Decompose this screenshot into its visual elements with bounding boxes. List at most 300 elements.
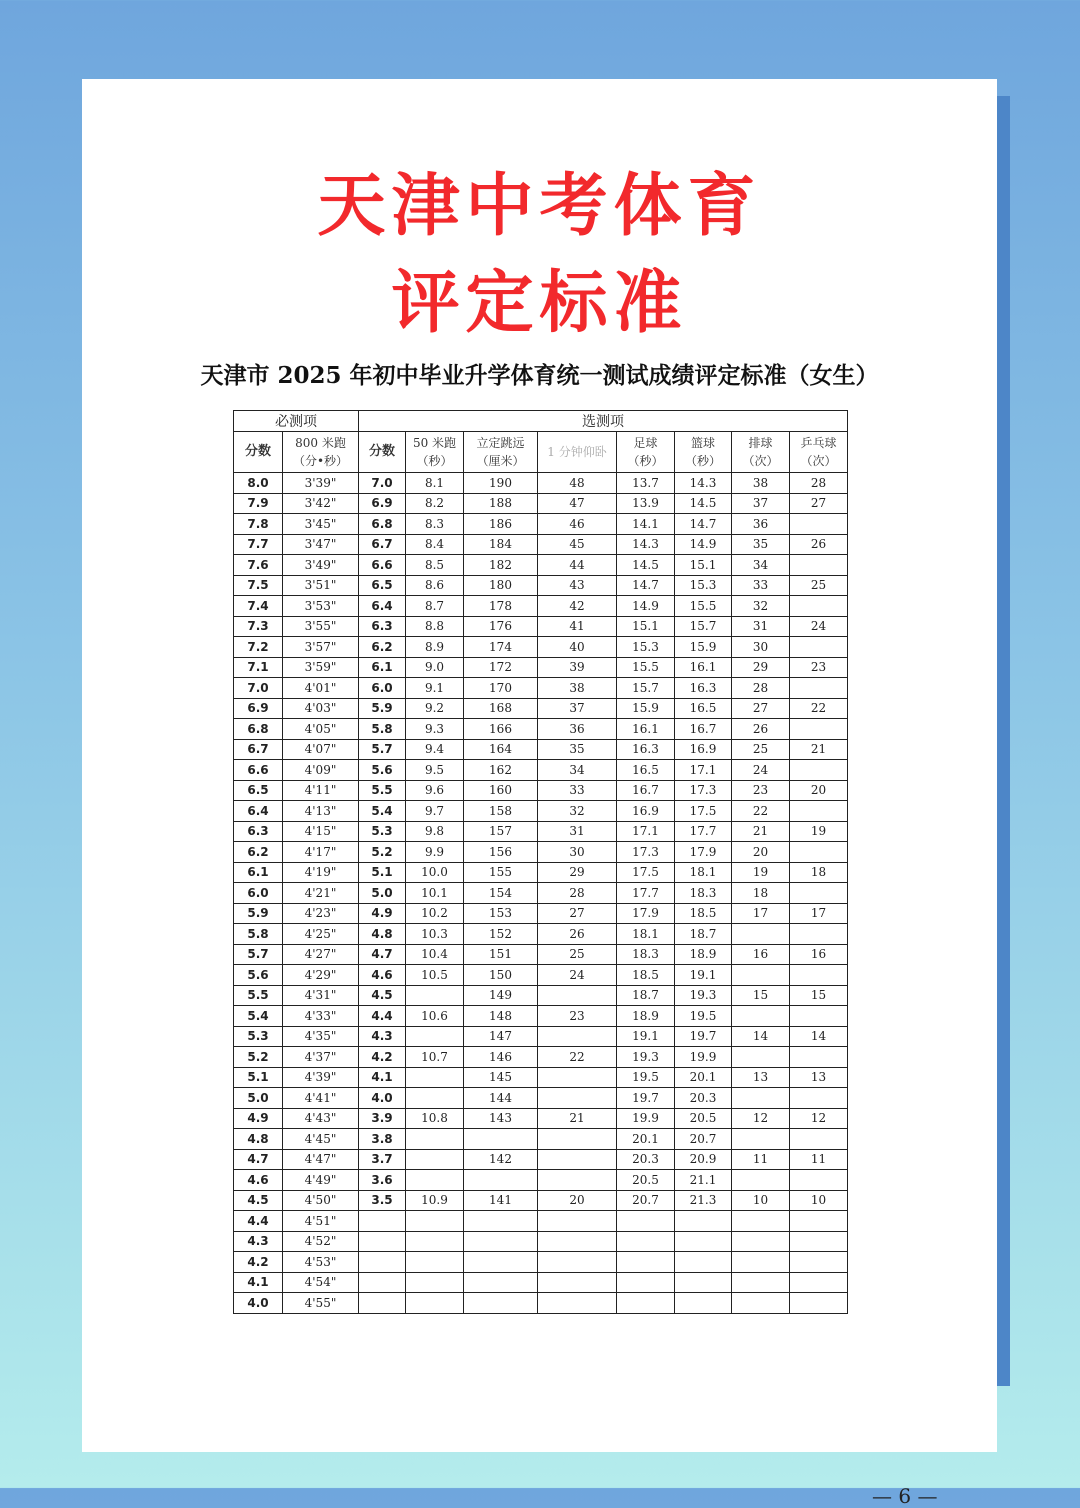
table-cell: 19.7 bbox=[617, 1088, 675, 1109]
column-header bbox=[538, 432, 617, 473]
table-cell: 166 bbox=[464, 719, 538, 740]
table-cell bbox=[464, 1231, 538, 1252]
table-cell: 38 bbox=[538, 678, 617, 699]
table-cell: 28 bbox=[790, 473, 848, 494]
table-cell: 24 bbox=[732, 760, 790, 781]
table-cell: 6.5 bbox=[359, 575, 406, 596]
table-cell: 10.4 bbox=[406, 944, 464, 965]
table-cell: 18.1 bbox=[617, 924, 675, 945]
table-cell: 3.6 bbox=[359, 1170, 406, 1191]
table-cell: 20.5 bbox=[617, 1170, 675, 1191]
table-cell bbox=[538, 1170, 617, 1191]
table-row bbox=[234, 1047, 848, 1068]
table-cell: 15 bbox=[790, 985, 848, 1006]
table-cell: 145 bbox=[464, 1067, 538, 1088]
table-cell bbox=[464, 1170, 538, 1191]
table-cell bbox=[790, 637, 848, 658]
table-cell: 156 bbox=[464, 842, 538, 863]
table-cell: 170 bbox=[464, 678, 538, 699]
table-cell bbox=[732, 1293, 790, 1314]
table-cell: 146 bbox=[464, 1047, 538, 1068]
table-cell: 6.5 bbox=[234, 780, 283, 801]
table-cell: 46 bbox=[538, 514, 617, 535]
table-cell: 21.3 bbox=[675, 1190, 732, 1211]
table-cell: 20.7 bbox=[675, 1129, 732, 1150]
table-cell: 4.1 bbox=[359, 1067, 406, 1088]
table-cell: 27 bbox=[790, 493, 848, 514]
table-cell: 30 bbox=[732, 637, 790, 658]
table-row bbox=[234, 965, 848, 986]
table-group-header-row bbox=[234, 411, 848, 432]
table-cell bbox=[359, 1293, 406, 1314]
table-cell bbox=[406, 1129, 464, 1150]
table-cell: 9.8 bbox=[406, 821, 464, 842]
table-cell: 15.3 bbox=[617, 637, 675, 658]
table-cell: 19.5 bbox=[675, 1006, 732, 1027]
column-header-label: 乒乓球 bbox=[800, 436, 837, 450]
table-cell: 4'54" bbox=[283, 1272, 359, 1293]
table-row bbox=[234, 534, 848, 555]
table-cell: 18 bbox=[790, 862, 848, 883]
table-cell: 6.3 bbox=[359, 616, 406, 637]
table-cell: 6.2 bbox=[359, 637, 406, 658]
table-cell: 20.9 bbox=[675, 1149, 732, 1170]
table-cell: 17.7 bbox=[617, 883, 675, 904]
column-header-unit: （次） bbox=[800, 454, 837, 468]
table-cell: 7.9 bbox=[234, 493, 283, 514]
table-cell bbox=[617, 1211, 675, 1232]
table-cell bbox=[406, 1170, 464, 1191]
table-cell: 188 bbox=[464, 493, 538, 514]
table-cell: 21 bbox=[538, 1108, 617, 1129]
table-cell: 21 bbox=[732, 821, 790, 842]
table-cell bbox=[790, 1006, 848, 1027]
table-cell bbox=[359, 1211, 406, 1232]
table-cell bbox=[732, 1252, 790, 1273]
column-header bbox=[283, 432, 359, 473]
table-cell: 182 bbox=[464, 555, 538, 576]
table-cell: 38 bbox=[732, 473, 790, 494]
table-cell: 4'29" bbox=[283, 965, 359, 986]
table-cell: 3'45" bbox=[283, 514, 359, 535]
table-cell: 4'43" bbox=[283, 1108, 359, 1129]
table-cell: 141 bbox=[464, 1190, 538, 1211]
column-header-label: 50 米跑 bbox=[412, 436, 457, 450]
table-cell: 4'45" bbox=[283, 1129, 359, 1150]
table-cell: 4'47" bbox=[283, 1149, 359, 1170]
table-row bbox=[234, 924, 848, 945]
table-cell: 143 bbox=[464, 1108, 538, 1129]
table-cell: 16.9 bbox=[617, 801, 675, 822]
table-cell: 8.9 bbox=[406, 637, 464, 658]
table-cell bbox=[790, 1252, 848, 1273]
table-cell: 7.4 bbox=[234, 596, 283, 617]
table-cell bbox=[732, 1047, 790, 1068]
table-cell: 26 bbox=[790, 534, 848, 555]
table-cell: 25 bbox=[538, 944, 617, 965]
table-cell: 20.3 bbox=[675, 1088, 732, 1109]
table-cell: 15 bbox=[732, 985, 790, 1006]
table-cell bbox=[464, 1211, 538, 1232]
table-cell: 3'57" bbox=[283, 637, 359, 658]
table-cell: 14.3 bbox=[617, 534, 675, 555]
table-cell: 6.2 bbox=[234, 842, 283, 863]
table-cell: 4.1 bbox=[234, 1272, 283, 1293]
table-cell: 168 bbox=[464, 698, 538, 719]
table-cell: 164 bbox=[464, 739, 538, 760]
table-cell: 4'37" bbox=[283, 1047, 359, 1068]
column-header bbox=[359, 432, 406, 473]
column-header bbox=[406, 432, 464, 473]
table-cell: 15.9 bbox=[675, 637, 732, 658]
table-cell: 7.6 bbox=[234, 555, 283, 576]
table-cell bbox=[538, 985, 617, 1006]
table-row bbox=[234, 1190, 848, 1211]
table-cell: 10.7 bbox=[406, 1047, 464, 1068]
table-cell: 5.2 bbox=[359, 842, 406, 863]
table-row bbox=[234, 780, 848, 801]
table-cell: 13.7 bbox=[617, 473, 675, 494]
table-cell: 24 bbox=[790, 616, 848, 637]
table-cell: 4'27" bbox=[283, 944, 359, 965]
table-cell bbox=[732, 1088, 790, 1109]
table-cell: 10.6 bbox=[406, 1006, 464, 1027]
table-cell: 147 bbox=[464, 1026, 538, 1047]
table-cell: 16.3 bbox=[675, 678, 732, 699]
table-cell bbox=[790, 1047, 848, 1068]
table-cell: 19.1 bbox=[675, 965, 732, 986]
table-cell: 5.8 bbox=[359, 719, 406, 740]
table-cell: 17.1 bbox=[675, 760, 732, 781]
table-cell: 178 bbox=[464, 596, 538, 617]
table-cell: 19.1 bbox=[617, 1026, 675, 1047]
table-cell: 14.1 bbox=[617, 514, 675, 535]
table-row bbox=[234, 842, 848, 863]
table-cell: 151 bbox=[464, 944, 538, 965]
table-cell: 5.9 bbox=[359, 698, 406, 719]
table-cell: 16.5 bbox=[675, 698, 732, 719]
table-cell: 3'51" bbox=[283, 575, 359, 596]
table-cell: 4'31" bbox=[283, 985, 359, 1006]
table-cell bbox=[675, 1272, 732, 1293]
table-row bbox=[234, 719, 848, 740]
column-header-label: 1 分钟仰卧 bbox=[547, 445, 607, 459]
table-cell bbox=[675, 1252, 732, 1273]
table-cell: 32 bbox=[538, 801, 617, 822]
table-cell bbox=[790, 678, 848, 699]
table-cell bbox=[538, 1272, 617, 1293]
table-cell: 17.3 bbox=[617, 842, 675, 863]
table-cell: 4.0 bbox=[359, 1088, 406, 1109]
table-cell: 4'49" bbox=[283, 1170, 359, 1191]
table-row bbox=[234, 801, 848, 822]
column-header-label: 800 米跑 bbox=[295, 436, 346, 450]
table-cell: 6.3 bbox=[234, 821, 283, 842]
table-cell: 24 bbox=[538, 965, 617, 986]
table-cell: 180 bbox=[464, 575, 538, 596]
table-cell: 23 bbox=[732, 780, 790, 801]
table-cell: 5.6 bbox=[359, 760, 406, 781]
table-cell: 174 bbox=[464, 637, 538, 658]
table-cell: 20 bbox=[538, 1190, 617, 1211]
table-cell: 41 bbox=[538, 616, 617, 637]
table-row bbox=[234, 493, 848, 514]
table-cell: 4'41" bbox=[283, 1088, 359, 1109]
table-cell: 8.4 bbox=[406, 534, 464, 555]
table-row bbox=[234, 821, 848, 842]
table-cell: 8.5 bbox=[406, 555, 464, 576]
table-cell: 16.9 bbox=[675, 739, 732, 760]
table-cell: 4.4 bbox=[234, 1211, 283, 1232]
table-cell: 4.8 bbox=[359, 924, 406, 945]
table-cell: 8.8 bbox=[406, 616, 464, 637]
table-cell: 44 bbox=[538, 555, 617, 576]
table-cell: 35 bbox=[538, 739, 617, 760]
table-cell: 142 bbox=[464, 1149, 538, 1170]
column-header bbox=[732, 432, 790, 473]
table-cell: 15.9 bbox=[617, 698, 675, 719]
table-cell: 47 bbox=[538, 493, 617, 514]
table-cell: 4.6 bbox=[234, 1170, 283, 1191]
column-header bbox=[234, 432, 283, 473]
table-cell bbox=[538, 1026, 617, 1047]
table-cell: 10 bbox=[790, 1190, 848, 1211]
table-cell: 25 bbox=[790, 575, 848, 596]
table-cell: 43 bbox=[538, 575, 617, 596]
table-cell: 4.0 bbox=[234, 1293, 283, 1314]
table-cell: 4'09" bbox=[283, 760, 359, 781]
table-cell: 18.1 bbox=[675, 862, 732, 883]
table-row bbox=[234, 637, 848, 658]
table-cell: 10.5 bbox=[406, 965, 464, 986]
table-cell: 4'35" bbox=[283, 1026, 359, 1047]
table-cell: 4.6 bbox=[359, 965, 406, 986]
table-cell: 155 bbox=[464, 862, 538, 883]
table-cell bbox=[732, 924, 790, 945]
table-cell: 16.5 bbox=[617, 760, 675, 781]
table-cell: 9.3 bbox=[406, 719, 464, 740]
table-cell: 9.5 bbox=[406, 760, 464, 781]
table-cell bbox=[538, 1231, 617, 1252]
table-cell: 4'07" bbox=[283, 739, 359, 760]
table-cell: 3'42" bbox=[283, 493, 359, 514]
table-cell: 13.9 bbox=[617, 493, 675, 514]
table-cell: 6.4 bbox=[234, 801, 283, 822]
table-cell: 25 bbox=[732, 739, 790, 760]
table-cell: 8.0 bbox=[234, 473, 283, 494]
table-cell: 9.4 bbox=[406, 739, 464, 760]
table-cell: 16.7 bbox=[617, 780, 675, 801]
table-cell: 20.1 bbox=[617, 1129, 675, 1150]
table-cell: 32 bbox=[732, 596, 790, 617]
table-cell: 172 bbox=[464, 657, 538, 678]
table-cell: 10.9 bbox=[406, 1190, 464, 1211]
column-header-label: 分数 bbox=[244, 444, 271, 459]
table-cell: 4'50" bbox=[283, 1190, 359, 1211]
table-cell: 4'23" bbox=[283, 903, 359, 924]
table-cell: 37 bbox=[538, 698, 617, 719]
table-cell: 18.9 bbox=[617, 1006, 675, 1027]
document-subtitle: 天津市 2025 年初中毕业升学体育统一测试成绩评定标准（女生） bbox=[200, 362, 879, 389]
table-cell: 4'01" bbox=[283, 678, 359, 699]
table-cell bbox=[538, 1211, 617, 1232]
table-cell: 12 bbox=[732, 1108, 790, 1129]
table-cell bbox=[732, 1006, 790, 1027]
table-cell: 9.6 bbox=[406, 780, 464, 801]
column-header bbox=[790, 432, 848, 473]
table-cell: 23 bbox=[790, 657, 848, 678]
group-optional-header: 选测项 bbox=[359, 411, 848, 432]
table-cell: 17.9 bbox=[675, 842, 732, 863]
table-cell: 17 bbox=[790, 903, 848, 924]
table-cell: 16.7 bbox=[675, 719, 732, 740]
table-cell bbox=[790, 596, 848, 617]
table-row bbox=[234, 1026, 848, 1047]
table-cell: 11 bbox=[732, 1149, 790, 1170]
table-cell: 190 bbox=[464, 473, 538, 494]
table-cell bbox=[406, 985, 464, 1006]
table-cell: 8.3 bbox=[406, 514, 464, 535]
table-cell bbox=[732, 1170, 790, 1191]
table-cell: 8.7 bbox=[406, 596, 464, 617]
table-cell bbox=[790, 1293, 848, 1314]
table-cell: 27 bbox=[732, 698, 790, 719]
table-cell: 5.1 bbox=[234, 1067, 283, 1088]
column-header-unit: （秒） bbox=[684, 454, 721, 468]
table-cell bbox=[790, 965, 848, 986]
table-cell: 186 bbox=[464, 514, 538, 535]
table-cell: 14.3 bbox=[675, 473, 732, 494]
table-row bbox=[234, 1006, 848, 1027]
table-cell: 6.1 bbox=[234, 862, 283, 883]
table-cell bbox=[732, 1231, 790, 1252]
table-cell bbox=[790, 1211, 848, 1232]
table-cell: 7.8 bbox=[234, 514, 283, 535]
table-cell bbox=[464, 1272, 538, 1293]
table-cell bbox=[406, 1252, 464, 1273]
table-cell: 158 bbox=[464, 801, 538, 822]
table-cell: 3'49" bbox=[283, 555, 359, 576]
table-cell bbox=[406, 1026, 464, 1047]
table-cell bbox=[406, 1272, 464, 1293]
table-cell bbox=[359, 1252, 406, 1273]
table-cell: 4'51" bbox=[283, 1211, 359, 1232]
table-cell: 21 bbox=[790, 739, 848, 760]
table-cell: 6.0 bbox=[359, 678, 406, 699]
table-cell: 36 bbox=[732, 514, 790, 535]
column-header-label: 篮球 bbox=[690, 436, 715, 450]
table-cell: 4.5 bbox=[359, 985, 406, 1006]
table-cell: 5.9 bbox=[234, 903, 283, 924]
page-number: — 6 — bbox=[872, 1484, 938, 1508]
table-cell: 10.2 bbox=[406, 903, 464, 924]
table-cell: 21.1 bbox=[675, 1170, 732, 1191]
table-cell: 9.1 bbox=[406, 678, 464, 699]
table-cell bbox=[790, 555, 848, 576]
table-cell: 17.3 bbox=[675, 780, 732, 801]
table-cell: 4'21" bbox=[283, 883, 359, 904]
table-cell: 9.0 bbox=[406, 657, 464, 678]
table-cell bbox=[790, 883, 848, 904]
table-cell: 4'55" bbox=[283, 1293, 359, 1314]
table-cell: 3'53" bbox=[283, 596, 359, 617]
table-cell: 4'52" bbox=[283, 1231, 359, 1252]
page-shadow bbox=[997, 96, 1010, 1386]
column-header-label: 立定跳远 bbox=[476, 436, 525, 450]
table-cell: 4.2 bbox=[359, 1047, 406, 1068]
table-row bbox=[234, 616, 848, 637]
table-cell bbox=[790, 514, 848, 535]
table-cell bbox=[732, 1129, 790, 1150]
table-cell: 8.1 bbox=[406, 473, 464, 494]
table-row bbox=[234, 883, 848, 904]
table-cell: 18.5 bbox=[617, 965, 675, 986]
column-header bbox=[617, 432, 675, 473]
table-cell: 18.7 bbox=[617, 985, 675, 1006]
table-cell: 19.9 bbox=[617, 1108, 675, 1129]
table-cell: 6.8 bbox=[359, 514, 406, 535]
table-cell bbox=[675, 1211, 732, 1232]
table-cell: 27 bbox=[538, 903, 617, 924]
table-cell bbox=[464, 1252, 538, 1273]
table-cell: 20 bbox=[790, 780, 848, 801]
table-column-header-row bbox=[234, 432, 848, 473]
table-row bbox=[234, 1067, 848, 1088]
table-cell: 5.3 bbox=[234, 1026, 283, 1047]
table-cell bbox=[790, 1272, 848, 1293]
table-cell: 5.3 bbox=[359, 821, 406, 842]
table-cell: 9.9 bbox=[406, 842, 464, 863]
table-cell: 15.5 bbox=[617, 657, 675, 678]
table-row bbox=[234, 678, 848, 699]
table-cell: 4.9 bbox=[359, 903, 406, 924]
table-cell bbox=[406, 1067, 464, 1088]
table-row bbox=[234, 555, 848, 576]
table-cell bbox=[790, 1088, 848, 1109]
table-cell bbox=[617, 1293, 675, 1314]
table-cell: 157 bbox=[464, 821, 538, 842]
table-cell: 29 bbox=[732, 657, 790, 678]
table-cell: 144 bbox=[464, 1088, 538, 1109]
table-cell: 18.7 bbox=[675, 924, 732, 945]
table-cell: 15.1 bbox=[675, 555, 732, 576]
table-cell: 22 bbox=[732, 801, 790, 822]
table-row bbox=[234, 514, 848, 535]
table-cell: 35 bbox=[732, 534, 790, 555]
table-row bbox=[234, 473, 848, 494]
table-cell bbox=[790, 1231, 848, 1252]
table-cell: 160 bbox=[464, 780, 538, 801]
table-cell: 4'39" bbox=[283, 1067, 359, 1088]
table-cell: 16 bbox=[790, 944, 848, 965]
table-cell bbox=[790, 1129, 848, 1150]
table-cell: 7.1 bbox=[234, 657, 283, 678]
column-header bbox=[675, 432, 732, 473]
table-cell: 18.3 bbox=[675, 883, 732, 904]
column-header-unit: （次） bbox=[742, 454, 779, 468]
column-header-label: 足球 bbox=[633, 436, 658, 450]
table-cell: 22 bbox=[790, 698, 848, 719]
table-cell bbox=[464, 1129, 538, 1150]
table-cell: 10.1 bbox=[406, 883, 464, 904]
table-cell bbox=[538, 1129, 617, 1150]
table-cell bbox=[732, 965, 790, 986]
table-cell: 7.0 bbox=[359, 473, 406, 494]
table-cell bbox=[359, 1272, 406, 1293]
table-row bbox=[234, 1149, 848, 1170]
table-cell bbox=[406, 1149, 464, 1170]
table-cell: 5.5 bbox=[359, 780, 406, 801]
